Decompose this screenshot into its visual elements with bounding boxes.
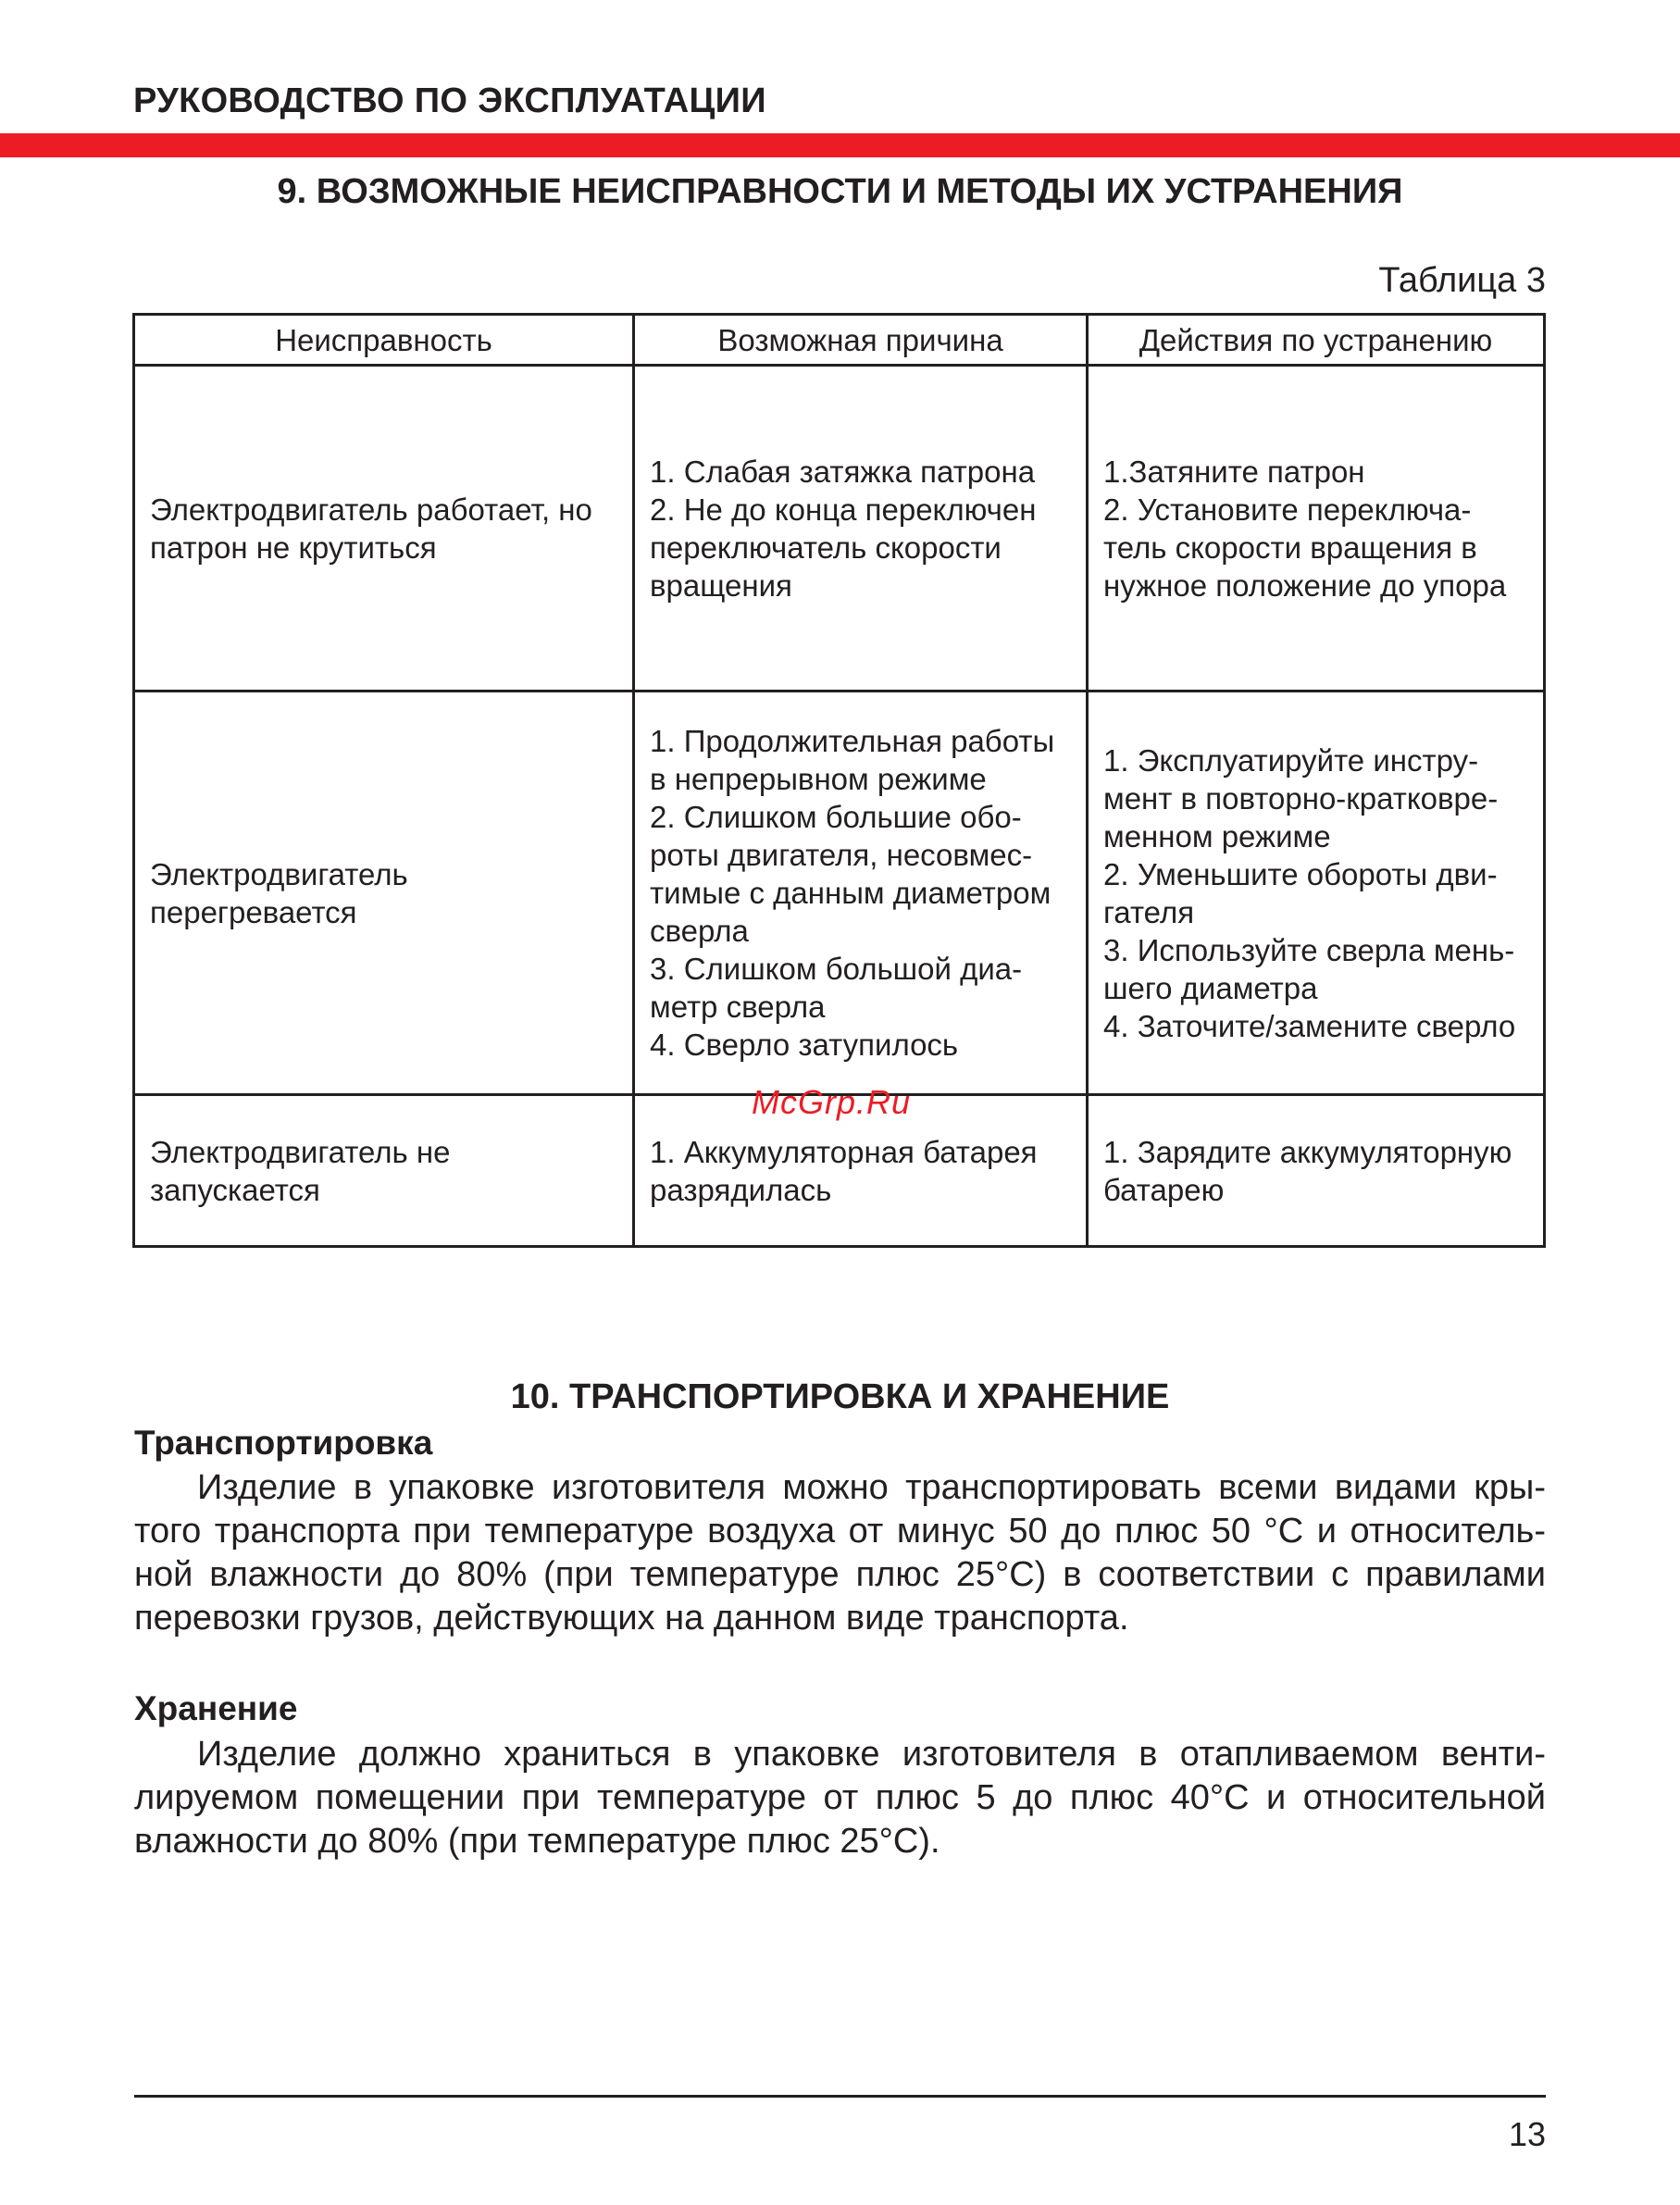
fault-cell [134,366,634,691]
action-cell [1088,691,1545,1095]
paragraph-line: Изделие в упаковке изготовителя можно транспортировать всеми видами кры- [197,1468,1546,1507]
page-header-title: РУКОВОДСТВО ПО ЭКСПЛУАТАЦИИ [133,81,766,120]
column-header-action: Действия по устранению [1088,315,1545,366]
table-caption: Таблица 3 [1378,261,1546,300]
cell-line: 1.Затяните патрон [1103,454,1365,489]
cell-line: 4. Сверло затупилось [650,1028,959,1062]
action-cell [1088,1095,1545,1247]
cell-line: метр сверла [650,990,826,1024]
header-accent-bar [0,133,1680,157]
cell-line: 1. Эксплуатируйте инстру- [1103,742,1479,778]
cell-line: Электродвигатель [150,856,408,891]
storage-heading: Хранение [134,1689,298,1727]
cell-line: 1. Аккумуляторная батарея [650,1134,1038,1169]
cell-line: вращения [650,567,792,603]
footer-rule [134,2095,1546,2098]
paragraph-line: того транспорта при температуре воздуха от минус 50 до плюс 50 °С и относитель- [134,1512,1546,1551]
cell-line: 3. Используйте сверла мень- [1103,932,1515,967]
cell-line: 2. Уменьшите обороты дви- [1103,856,1498,891]
cell-line: шего диаметра [1103,970,1318,1005]
cell-line: разрядилась [650,1172,832,1207]
paragraph-line: перевозки грузов, действующих на данном виде транспорта. [134,1599,1129,1638]
fault-cell [134,1095,634,1247]
table-row [134,691,1545,1095]
fault-cell [134,691,634,1095]
cell-line: гателя [1103,894,1195,929]
cell-line: 1. Слабая затяжка патрона [650,454,1036,489]
cell-line: 2. Установите переключа- [1103,492,1472,527]
cell-line: менном режиме [1103,818,1331,853]
cell-line: переключатель скорости [650,529,1002,565]
paragraph-line: Изделие должно храниться в упаковке изготовителя в отапливаемом венти- [197,1735,1546,1774]
watermark: McGrp.Ru [752,1083,912,1121]
paragraph-line: лируемом помещении при температуре от плюс 5 до плюс 40°С и относительной [134,1778,1546,1817]
table-row [134,366,1545,691]
column-header-fault: Неисправность [134,315,634,366]
cause-cell [634,691,1088,1095]
storage-paragraph [134,1733,1546,1863]
action-cell [1088,366,1545,691]
cell-line: 1. Зарядите аккумуляторную [1103,1134,1512,1169]
cell-line: роты двигателя, несовмес- [650,838,1033,872]
cell-line: 1. Продолжительная работы [650,724,1055,758]
cell-line: Электродвигатель работает, но [150,492,592,527]
cell-line: 2. Слишком большие обо- [650,800,1022,834]
cell-line: 2. Не до конца переключен [650,492,1037,527]
paragraph-line: влажности до 80% (при температуре плюс 25°С). [134,1822,940,1861]
cell-line: нужное положение до упора [1103,567,1507,603]
column-header-cause: Возможная причина [634,315,1088,366]
cell-line: в непрерывном режиме [650,762,987,796]
table-header-row [134,315,1545,366]
cause-cell [634,366,1088,691]
section-9-title: 9. ВОЗМОЖНЫЕ НЕИСПРАВНОСТИ И МЕТОДЫ ИХ УСТРАНЕНИЯ [277,172,1403,211]
cell-line: перегревается [150,894,357,929]
cell-line: батарею [1103,1172,1225,1207]
cell-line: патрон не крутиться [150,529,437,565]
cell-line: запускается [150,1172,320,1207]
cell-line: мент в повторно-кратковре- [1103,780,1499,816]
cell-line: тель скорости вращения в [1103,529,1477,565]
cell-line: сверла [650,914,749,948]
page-number: 13 [1508,2115,1546,2153]
transport-heading: Транспортировка [134,1424,433,1462]
paragraph-line: ной влажности до 80% (при температуре плюс 25°С) в соответствии с правилами [134,1555,1546,1594]
section-10-title: 10. ТРАНСПОРТИРОВКА И ХРАНЕНИЕ [510,1377,1170,1416]
cell-line: Электродвигатель не [150,1134,451,1169]
cell-line: 4. Заточите/замените сверло [1103,1008,1516,1043]
cell-line: тимые с данным диаметром [650,876,1052,910]
cell-line: 3. Слишком большой диа- [650,952,1023,986]
transport-paragraph [134,1466,1546,1640]
